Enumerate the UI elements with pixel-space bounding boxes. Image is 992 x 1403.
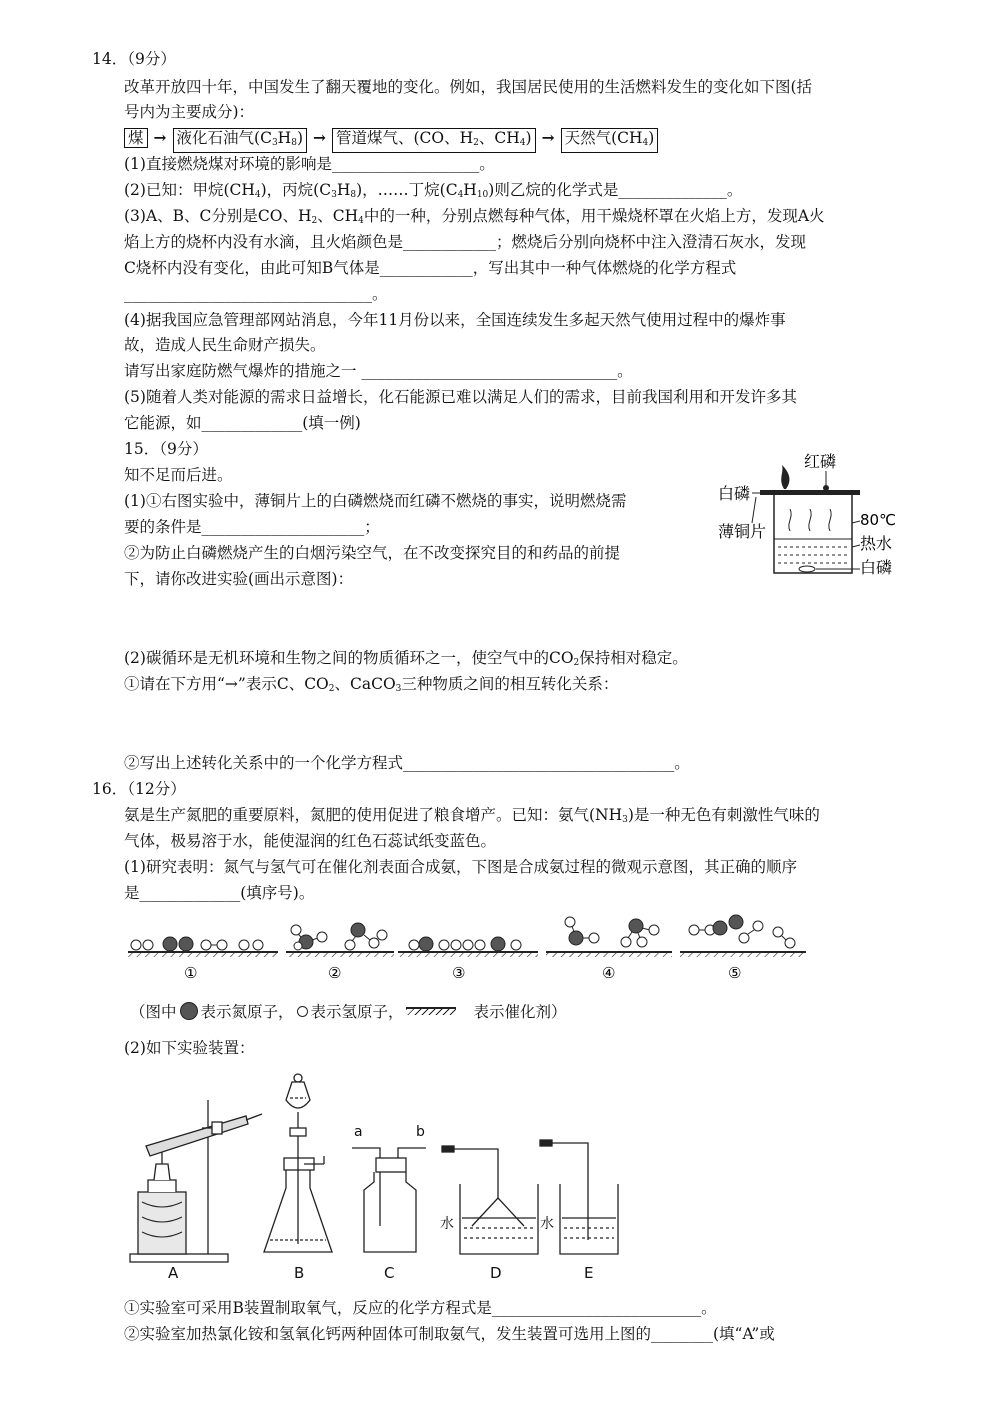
q14-part2: (2)已知：甲烷$(CH_4)$，丙烷$(C_3H_8)$，……丁烷$(C_4H_{10})$则乙烷的化学式是______________。 xyxy=(124,181,743,200)
catalyst-surface xyxy=(128,952,806,957)
q15-part1-line3: ②为防止白磷燃烧产生的白烟污染空气，在不改变探究目的和药品的前提 xyxy=(124,544,621,562)
q15-part2-line3: ②写出上述转化关系中的一个化学方程式___________________________________。 xyxy=(124,754,690,772)
beaker xyxy=(774,495,852,573)
q16-part2: (2)如下实验装置： xyxy=(124,1039,255,1057)
label-white-phosphorus-water: 白磷 xyxy=(860,558,893,577)
apparatus-A xyxy=(130,1100,262,1282)
fuel-natural-gas: 天然气$(CH_4)$ xyxy=(561,128,659,153)
q14-intro-line1: 改革开放四十年，中国发生了翻天覆地的变化。例如，我国居民使用的生活燃料发生的变化如下图(括 xyxy=(124,78,813,96)
water-label-D: 水 xyxy=(440,1216,454,1232)
q14-part3-line3: C烧杯内没有变化，由此可知B气体是____________，写出其中一种气体燃烧的化学方程式 xyxy=(124,259,737,277)
q16-intro-line1: 氨是生产氮肥的重要原料，氮肥的使用促进了粮食增产。已知：氨气$(NH_3)$是一种无色有刺激性气味的 xyxy=(124,806,820,825)
apparatus-C xyxy=(352,1124,426,1282)
flame-icon xyxy=(781,465,789,489)
combustion-experiment-figure xyxy=(712,443,912,583)
q16-part2-q2: ②实验室加热氯化铵和氢氧化钙两种固体可制取氨气，发生装置可选用上图的________(填“A”或 xyxy=(124,1325,775,1343)
q15-part1-line1: (1)①右图实验中，薄铜片上的白磷燃烧而红磷不燃烧的事实，说明燃烧需 xyxy=(124,492,627,510)
q16-intro-line2: 气体，极易溶于水，能使湿润的红色石蕊试纸变蓝色。 xyxy=(124,832,497,850)
q14-part1: (1)直接燃烧煤对环境的影响是___________________。 xyxy=(124,155,495,173)
scene-1 xyxy=(131,937,263,951)
q16-header: 16．（12分） xyxy=(92,780,186,798)
q15-part2-line1: (2)碳循环是无机环境和生物之间的物质循环之一，使空气中的$CO_2$保持相对稳定。 xyxy=(124,649,688,668)
arrow-icon: → xyxy=(153,128,167,147)
apparatus-label-A: A xyxy=(168,1264,179,1282)
lab-apparatus-figure xyxy=(126,1072,646,1284)
q14-part3-line2: 焰上方的烧杯内没有水滴，且火焰颜色是____________；燃烧后分别向烧杯中注入澄清石灰水，发现 xyxy=(124,233,807,251)
q15-part1-line4: 下，请你改进实验(画出示意图)： xyxy=(124,570,354,588)
catalyst-icon xyxy=(406,1007,456,1015)
fuel-coal: 煤 xyxy=(124,128,148,148)
hydrogen-atom-icon xyxy=(297,1006,308,1017)
tube-label-a: a xyxy=(354,1124,363,1140)
apparatus-label-D: D xyxy=(490,1264,502,1282)
nitrogen-atom-icon xyxy=(180,1002,198,1020)
label-hot-water: 热水 xyxy=(860,534,893,553)
scene-label-4: ④ xyxy=(602,964,616,982)
q14-part5-line1: (5)随着人类对能源的需求日益增长，化石能源已难以满足人们的需求，目前我国利用和开发许多其 xyxy=(124,388,797,406)
scene-4 xyxy=(565,917,659,947)
scene-2 xyxy=(291,923,387,950)
label-copper-sheet: 薄铜片 xyxy=(718,522,767,541)
q14-part4-line1: (4)据我国应急管理部网站消息，今年11月份以来，全国连续发生多起天然气使用过程中的爆炸事 xyxy=(124,311,786,329)
white-phosphorus-in-water xyxy=(799,566,815,572)
q15-part1-line2: 要的条件是_____________________； xyxy=(124,518,380,536)
apparatus-label-B: B xyxy=(294,1264,305,1282)
apparatus-D xyxy=(440,1146,538,1282)
q15-intro: 知不足而后进。 xyxy=(124,466,233,484)
q14-intro-line2: 号内为主要成分)： xyxy=(124,103,255,121)
fuel-chain xyxy=(124,127,658,153)
label-red-phosphorus: 红磷 xyxy=(804,452,837,471)
q14-part4-line2: 故，造成人民生命财产损失。 xyxy=(124,336,326,354)
scene-label-2: ② xyxy=(328,964,342,982)
q14-header: 14．（9分） xyxy=(92,50,176,68)
q16-part1-line1: (1)研究表明：氮气与氢气可在催化剂表面合成氨，下图是合成氨过程的微观示意图，其正确的顺序 xyxy=(124,858,797,876)
diagram-legend: （图中 表示氮原子， 表示氢原子， 表示催化剂） xyxy=(130,1003,567,1021)
q14-part5-line2: 它能源，如_____________(填一例) xyxy=(124,414,361,432)
apparatus-E xyxy=(540,1140,618,1282)
water-label-E: 水 xyxy=(540,1216,554,1232)
label-white-phosphorus: 白磷 xyxy=(718,484,751,503)
q14-part3-line1: (3)A、B、C分别是CO、$H_2$、$CH_4$中的一种，分别点燃每种气体，用干燥烧杯罩在火焰上方，发现A火 xyxy=(124,207,825,226)
ammonia-synthesis-diagram xyxy=(126,908,816,984)
q16-part2-q1: ①实验室可采用B装置制取氧气，反应的化学方程式是___________________________。 xyxy=(124,1299,717,1317)
arrow-icon: → xyxy=(313,128,326,147)
copper-sheet xyxy=(760,490,860,495)
scene-label-1: ① xyxy=(184,964,198,982)
scene-label-3: ③ xyxy=(452,964,466,982)
q15-header: 15．（9分） xyxy=(124,440,208,458)
steam-icon xyxy=(789,509,831,531)
apparatus-label-E: E xyxy=(584,1264,594,1282)
red-phosphorus xyxy=(823,485,829,491)
arrow-icon: → xyxy=(541,128,555,147)
q14-part3-line4: ________________________________。 xyxy=(124,285,388,303)
tube-label-b: b xyxy=(416,1124,425,1140)
scene-label-5: ⑤ xyxy=(728,964,742,982)
q14-part4-line3: 请写出家庭防燃气爆炸的措施之一 _________________________________。 xyxy=(124,362,633,380)
label-temperature: 80℃ xyxy=(860,511,896,529)
scene-3 xyxy=(409,937,521,951)
q15-part2-line2: ①请在下方用“→”表示C、$CO_2$、CaCO$_3$三种物质之间的相互转化关系： xyxy=(124,675,619,694)
apparatus-B xyxy=(264,1074,332,1282)
q16-part1-line2: 是_____________(填序号)。 xyxy=(124,884,315,902)
fuel-lpg: 液化石油气$(C_3H_8)$ xyxy=(173,128,307,153)
apparatus-label-C: C xyxy=(384,1264,395,1282)
fuel-pipe-gas: 管道煤气、(CO、$H_2$、$CH_4$) xyxy=(332,128,536,153)
scene-5 xyxy=(689,915,795,948)
